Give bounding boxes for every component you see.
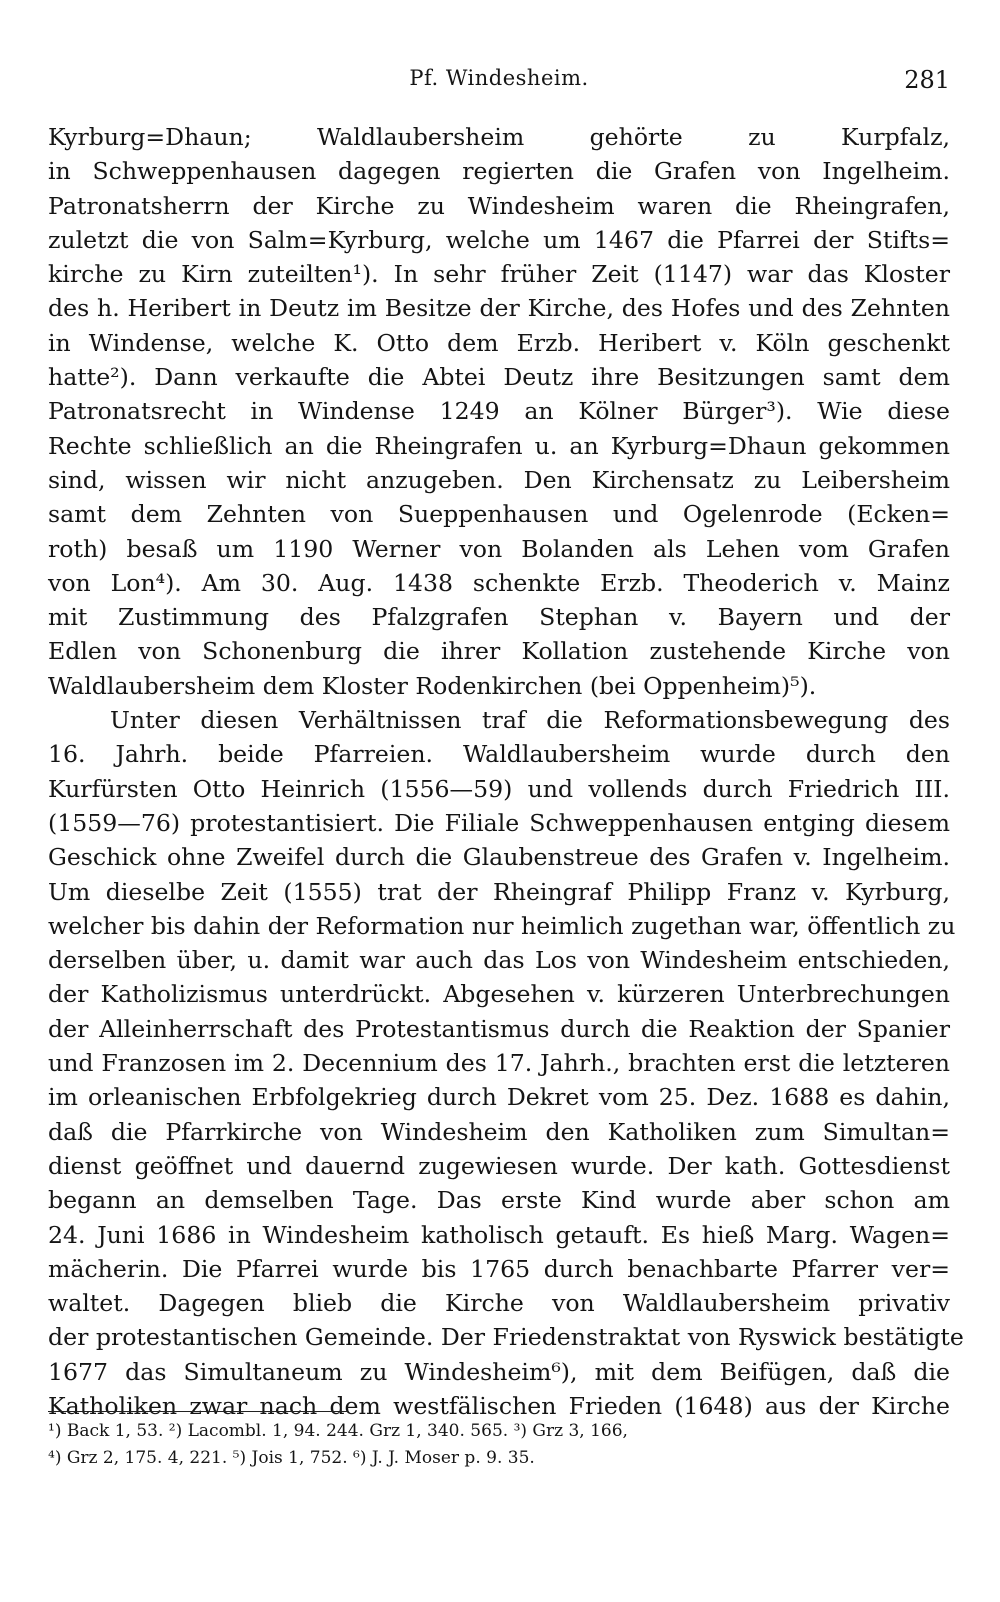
text-line: in Schweppenhausen dagegen regierten die Grafen von Ingelheim. — [48, 157, 950, 186]
text-line: Kurfürsten Otto Heinrich (1556—59) und vollends durch Friedrich III. — [48, 774, 950, 803]
text-line: sind, wissen wir nicht anzugeben. Den Kirchensatz zu Leibersheim — [48, 465, 950, 494]
text-line: in Windense, welche K. Otto dem Erzb. Heribert v. Köln geschenkt — [48, 328, 950, 357]
text-line: zuletzt die von Salm=Kyrburg, welche um 1467 die Pfarrei der Stifts= — [48, 225, 950, 254]
text-line: im orleanischen Erbfolgekrieg durch Dekret vom 25. Dez. 1688 es dahin, — [48, 1083, 950, 1112]
text-line: hatte²). Dann verkaufte die Abtei Deutz ihre Besitzungen samt dem — [48, 363, 950, 392]
page-number: 281 — [904, 66, 950, 94]
text-line: dienst geöffnet und dauernd zugewiesen wurde. Der kath. Gottesdienst — [48, 1151, 950, 1180]
footnote-line: ⁴) Grz 2, 175. 4, 221. ⁵) Jois 1, 752. ⁶) J. J. Moser p. 9. 35. — [48, 1448, 535, 1468]
text-line: waltet. Dagegen blieb die Kirche von Waldlaubersheim privativ — [48, 1289, 950, 1318]
text-line: von Lon⁴). Am 30. Aug. 1438 schenkte Erzb. Theoderich v. Mainz — [48, 568, 950, 597]
text-line: der protestantischen Gemeinde. Der Friedenstraktat von Ryswick bestätigte — [48, 1323, 964, 1352]
footnote-rule — [48, 1411, 348, 1412]
text-line: Edlen von Schonenburg die ihrer Kollation zustehende Kirche von — [48, 637, 950, 666]
text-line: Patronatsrecht in Windense 1249 an Kölner Bürger³). Wie diese — [48, 397, 950, 426]
text-line: mächerin. Die Pfarrei wurde bis 1765 durch benachbarte Pfarrer ver= — [48, 1254, 950, 1283]
text-line: und Franzosen im 2. Decennium des 17. Jahrh., brachten erst die letzteren — [48, 1049, 950, 1078]
text-line: 24. Juni 1686 in Windesheim katholisch getauft. Es hieß Marg. Wagen= — [48, 1220, 950, 1249]
text-line: Um dieselbe Zeit (1555) trat der Rheingraf Philipp Franz v. Kyrburg, — [48, 877, 950, 906]
text-line: Kyrburg=Dhaun; Waldlaubersheim gehörte zu Kurpfalz, — [48, 123, 950, 151]
footnote-line: ¹) Back 1, 53. ²) Lacombl. 1, 94. 244. Grz 1, 340. 565. ³) Grz 3, 166, — [48, 1421, 628, 1441]
text-line: daß die Pfarrkirche von Windesheim den Katholiken zum Simultan= — [48, 1117, 950, 1146]
text-line: Rechte schließlich an die Rheingrafen u. an Kyrburg=Dhaun gekommen — [48, 431, 950, 460]
text-line: 1677 das Simultaneum zu Windesheim⁶), mit dem Beifügen, daß die — [48, 1357, 950, 1386]
page-header — [48, 66, 950, 102]
text-line: mit Zustimmung des Pfalzgrafen Stephan v. Bayern und der — [48, 603, 950, 632]
text-line: (1559—76) protestantisiert. Die Filiale Schweppenhausen entging diesem — [48, 808, 950, 837]
text-line: roth) besaß um 1190 Werner von Bolanden als Lehen vom Grafen — [48, 534, 950, 563]
text-line: 16. Jahrh. beide Pfarreien. Waldlaubersheim wurde durch den — [48, 740, 950, 769]
text-line: der Alleinherrschaft des Protestantismus durch die Reaktion der Spanier — [48, 1014, 950, 1043]
text-line: Geschick ohne Zweifel durch die Glaubenstreue des Grafen v. Ingelheim. — [48, 843, 950, 872]
text-line: begann an demselben Tage. Das erste Kind wurde aber schon am — [48, 1186, 950, 1215]
text-line: derselben über, u. damit war auch das Los von Windesheim entschieden, — [48, 946, 950, 975]
footnotes — [48, 1418, 950, 1472]
text-line: Katholiken zwar nach dem westfälischen Frieden (1648) aus der Kirche — [48, 1391, 950, 1420]
running-head: Pf. Windesheim. — [409, 66, 589, 90]
text-line: Waldlaubersheim dem Kloster Rodenkirchen (bei Oppenheim)⁵). — [48, 671, 817, 700]
text-line: welcher bis dahin der Reformation nur heimlich zugethan war, öffentlich zu — [48, 911, 956, 940]
body-text — [48, 120, 964, 1423]
text-line: kirche zu Kirn zuteilten¹). In sehr früher Zeit (1147) war das Kloster — [48, 260, 950, 289]
text-line: des h. Heribert in Deutz im Besitze der Kirche, des Hofes und des Zehnten — [48, 294, 950, 323]
text-line: der Katholizismus unterdrückt. Abgesehen v. kürzeren Unterbrechungen — [48, 980, 950, 1009]
text-line: Patronatsherrn der Kirche zu Windesheim waren die Rheingrafen, — [48, 191, 950, 220]
text-line: Unter diesen Verhältnissen traf die Reformationsbewegung des — [110, 706, 950, 735]
text-line: samt dem Zehnten von Sueppenhausen und Ogelenrode (Ecken= — [48, 500, 950, 529]
